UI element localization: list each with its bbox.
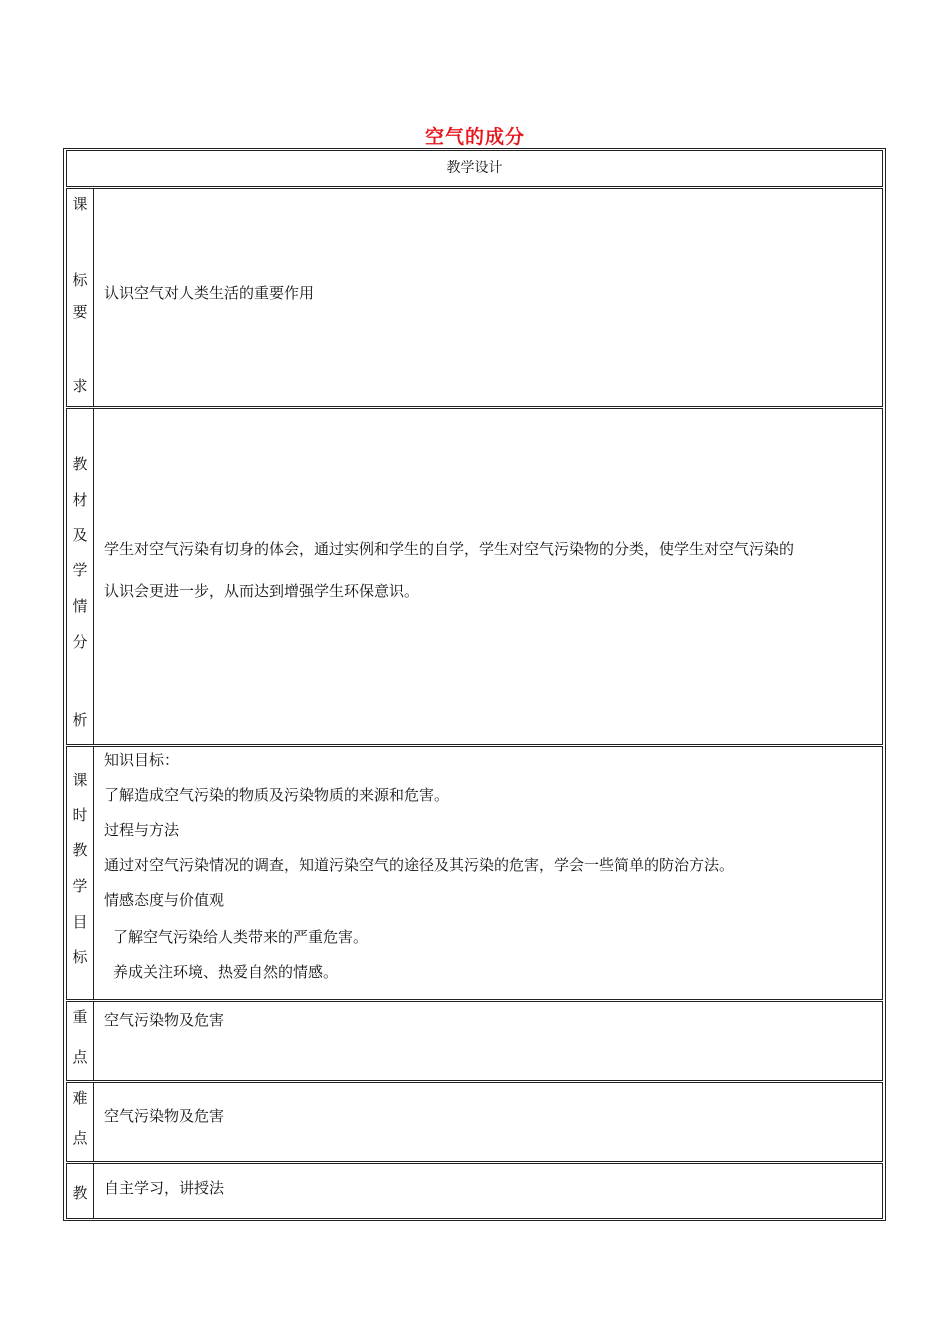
objective-line: 了解空气污染给人类带来的严重危害。 [113,928,369,946]
row-text: 空气污染物及危害 [104,1107,225,1125]
row-text: 自主学习，讲授法 [104,1179,225,1197]
row-label: 课 时 教 学 目 标 [67,747,94,999]
objective-line: 情感态度与价值观 [104,891,225,909]
row-method [66,1163,883,1219]
objective-line: 养成关注环境、热爱自然的情感。 [113,963,339,981]
row-label: 课 标 要 求 [67,189,94,406]
table-header: 教学设计 [66,150,883,187]
row-text: 认识空气对人类生活的重要作用 [104,284,315,302]
row-standards [66,188,883,407]
row-label: 教 材 及 学 情 分 析 [67,409,94,744]
objective-line: 知识目标： [104,751,180,769]
row-label: 教 [67,1164,94,1218]
document-title: 空气的成分 [424,126,525,148]
row-difficulty [66,1082,883,1162]
row-text-line-1: 学生对空气污染有切身的体会，通过实例和学生的自学，学生对空气污染物的分类，使学生对空气污染的 [104,540,795,558]
row-text-line-2: 认识会更进一步，从而达到增强学生环保意识。 [104,582,420,600]
row-analysis [66,408,883,745]
objective-line: 通过对空气污染情况的调查，知道污染空气的途径及其污染的危害，学会一些简单的防治方法。 [104,856,735,874]
row-key-point [66,1001,883,1081]
objective-line: 了解造成空气污染的物质及污染物质的来源和危害。 [104,786,450,804]
row-text: 空气污染物及危害 [104,1011,225,1029]
row-label: 重 点 [67,1002,94,1080]
lesson-plan-table [63,148,886,1221]
row-objectives [66,746,883,1000]
row-label: 难 点 [67,1083,94,1161]
objective-line: 过程与方法 [104,821,180,839]
